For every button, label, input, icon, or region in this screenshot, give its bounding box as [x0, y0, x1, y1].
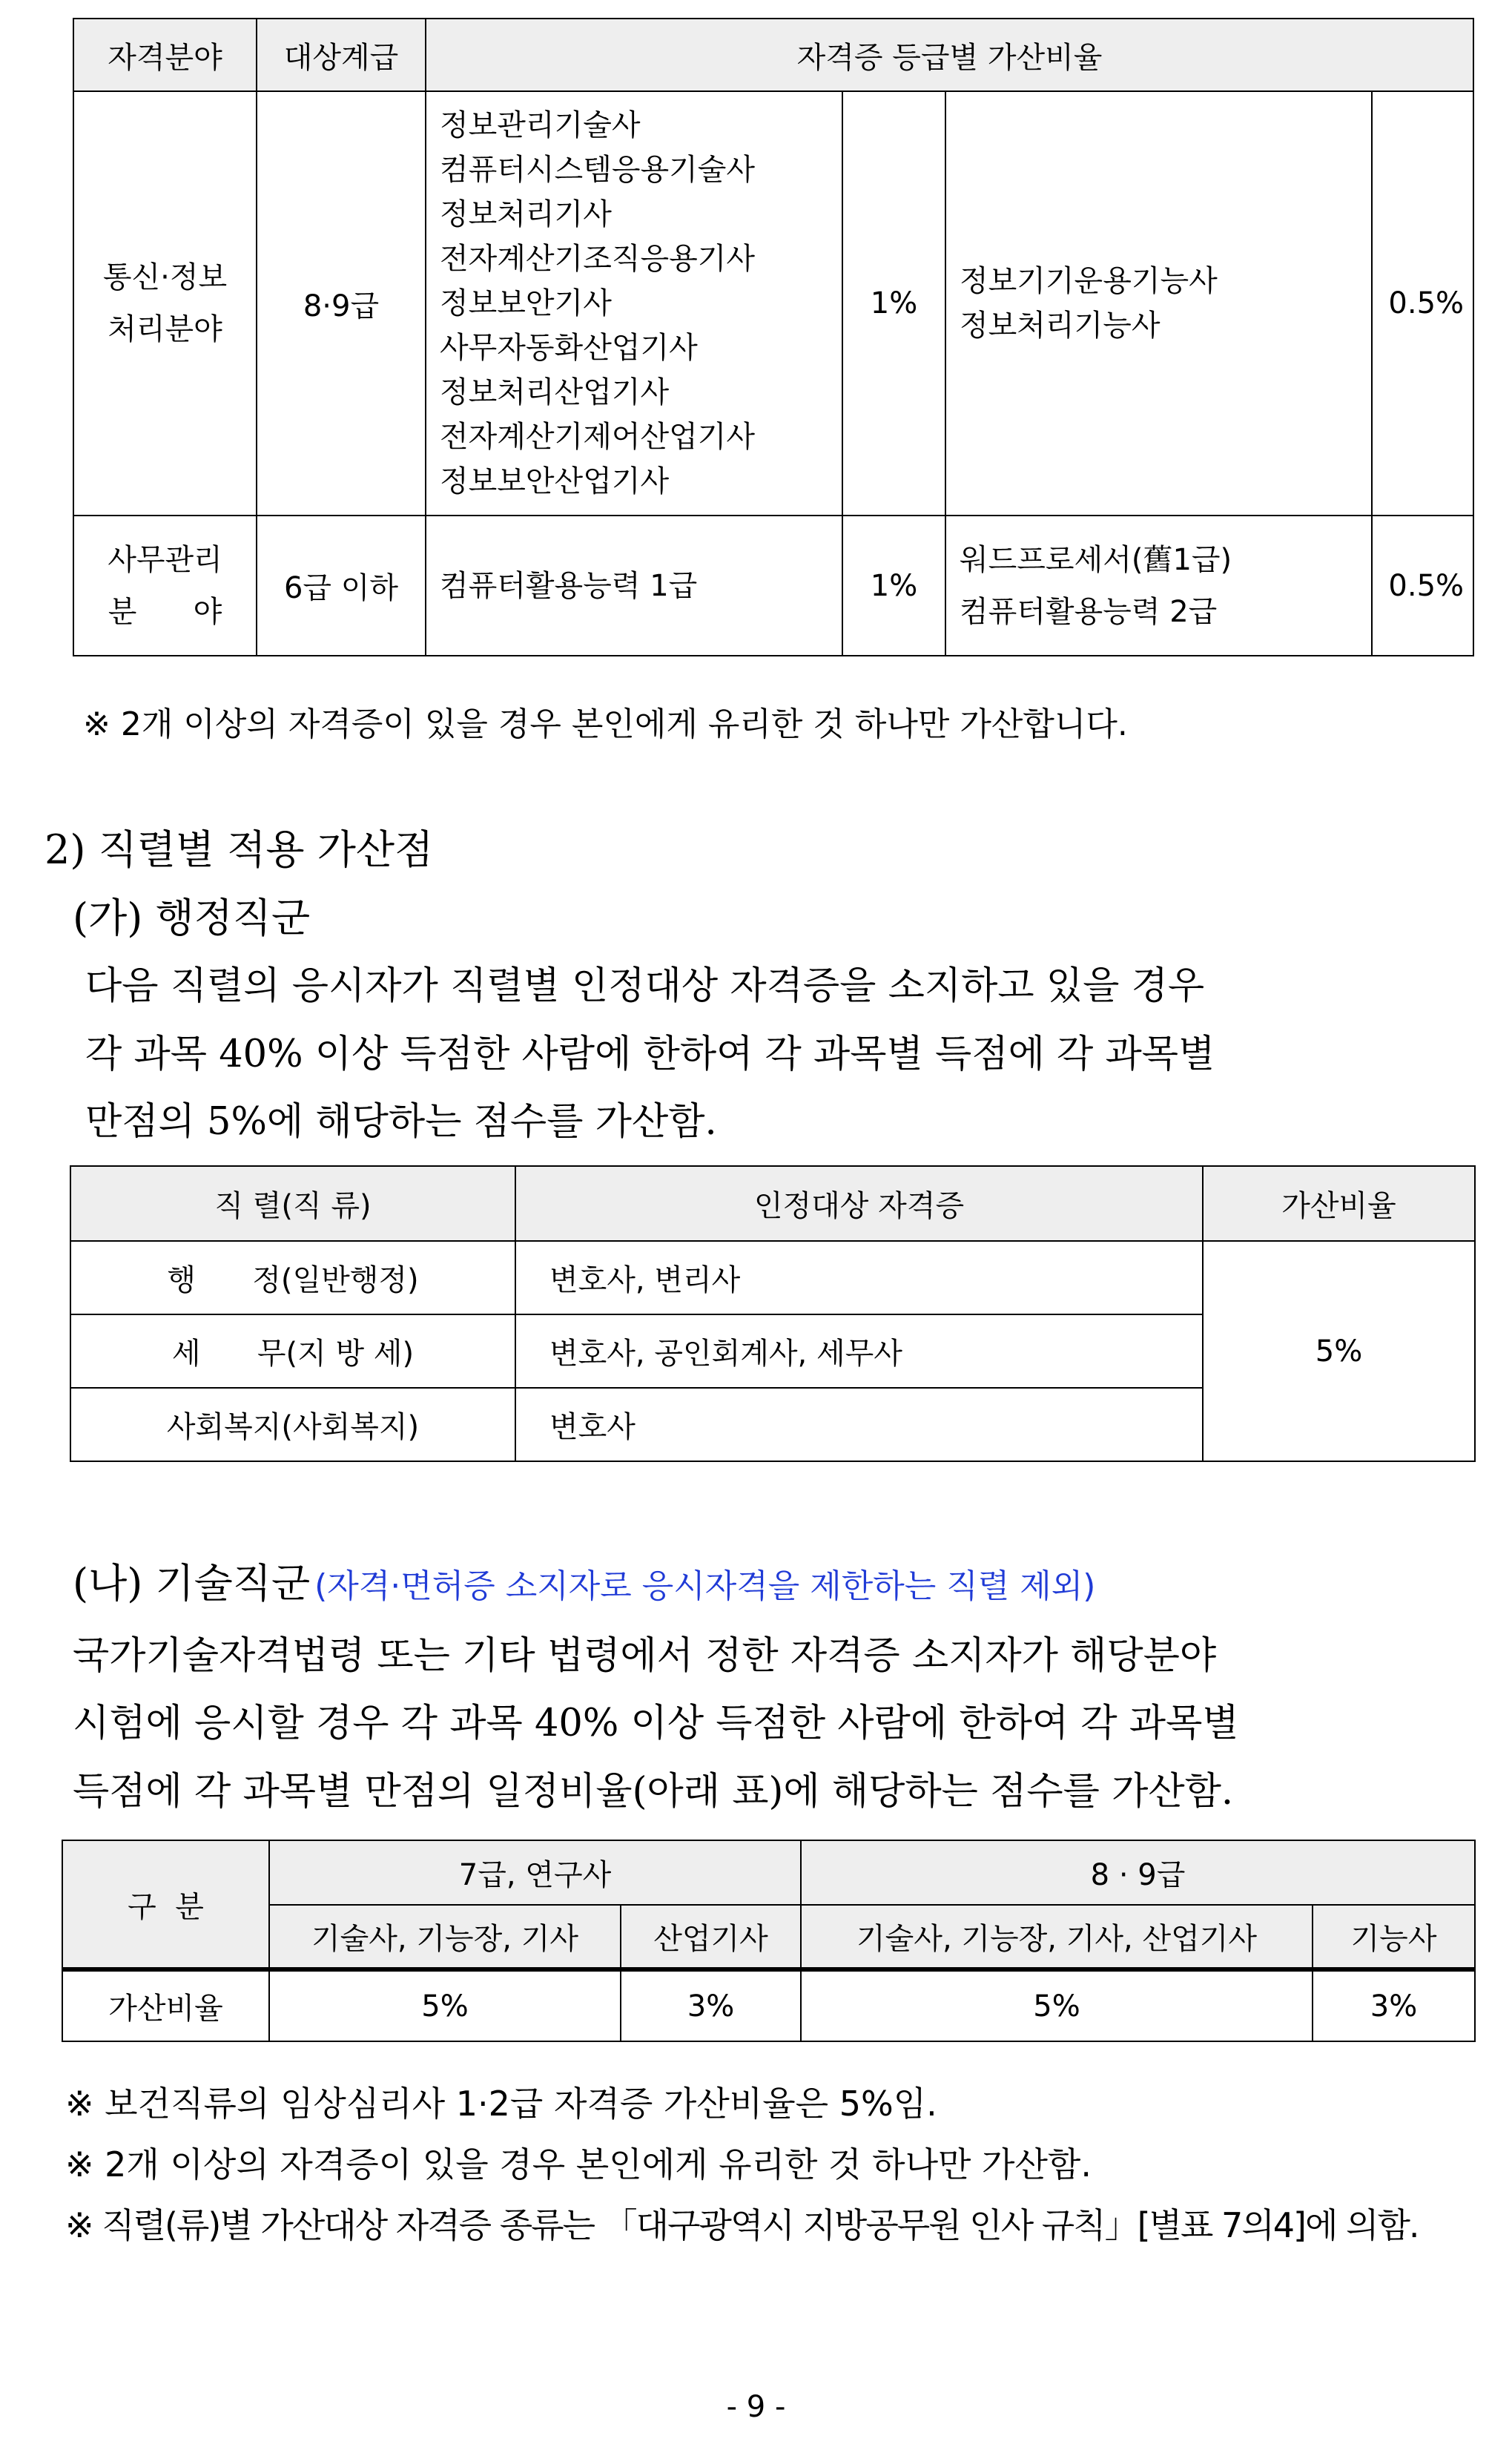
- cert-item: 전자계산기조직응용기사: [440, 242, 756, 276]
- certs-cell: 변호사, 공인회계사, 세무사: [515, 1314, 1203, 1388]
- subheader: 기술사, 기능장, 기사, 산업기사: [801, 1905, 1313, 1969]
- value-cell: 5%: [801, 1969, 1313, 2041]
- certs-a-cell: [426, 516, 842, 656]
- table-header-row: [70, 1166, 1475, 1241]
- cert-item: 컴퓨터활용능력 1급: [440, 568, 698, 603]
- cert-item: 정보기기운용기능사: [960, 264, 1218, 298]
- cert-bonus-table: [73, 18, 1474, 656]
- rate-a-cell: 1%: [842, 91, 945, 516]
- field-line: 분 야: [108, 594, 222, 629]
- group-header-7: 7급, 연구사: [269, 1840, 801, 1905]
- subsection-b-title: (나) 기술직군: [73, 1560, 311, 1607]
- grade-cell: 8·9급: [257, 91, 426, 516]
- certs-b-cell: [945, 516, 1372, 656]
- paragraph-b-line: 시험에 응시할 경우 각 과목 40% 이상 득점한 사람에 한하여 각 과목별: [73, 1702, 1239, 1745]
- subsection-b-heading: [73, 1552, 1095, 1609]
- table-header-row: [73, 19, 1473, 91]
- table-subheader-row: [62, 1905, 1475, 1969]
- field-cell: [73, 516, 257, 656]
- cert-item: 사무자동화산업기사: [440, 331, 698, 365]
- header-field: 자격분야: [73, 19, 257, 91]
- row-label: 가산비율: [62, 1969, 269, 2041]
- cert-item: 정보처리기사: [440, 197, 612, 231]
- grade-cell: 6급 이하: [257, 516, 426, 656]
- header-certs: 인정대상 자격증: [515, 1166, 1203, 1241]
- header-rates: 자격증 등급별 가산비율: [426, 19, 1473, 91]
- cert-item: 워드프로세서(舊1급): [960, 542, 1232, 577]
- header-rate: 가산비율: [1203, 1166, 1475, 1241]
- page-number: - 9 -: [726, 2390, 786, 2424]
- certs-cell: 변호사, 변리사: [515, 1241, 1203, 1314]
- subsection-a-heading: (가) 행정직군: [73, 895, 311, 941]
- note-line: ※ 보건직류의 임상심리사 1·2급 자격증 가산비율은 5%임.: [65, 2084, 937, 2124]
- cert-item: 컴퓨터활용능력 2급: [960, 594, 1218, 629]
- table-header-row: [62, 1840, 1475, 1905]
- value-cell: 3%: [1313, 1969, 1475, 2041]
- field-line: 처리분야: [108, 312, 222, 346]
- field-line: 사무관리: [108, 542, 222, 577]
- cert-item: 정보보안기사: [440, 286, 612, 320]
- table-row: [73, 91, 1473, 516]
- paragraph-b-line: 득점에 각 과목별 만점의 일정비율(아래 표)에 해당하는 점수를 가산함.: [73, 1770, 1234, 1814]
- cert-item: 전자계산기제어산업기사: [440, 420, 756, 454]
- certs-a-cell: [426, 91, 842, 516]
- series-cell: 행 정(일반행정): [70, 1241, 515, 1314]
- table-row: [62, 1969, 1475, 2041]
- section-heading: 2) 직렬별 적용 가산점: [44, 826, 434, 873]
- rate-b-cell: 0.5%: [1372, 91, 1473, 516]
- cert-item: 컴퓨터시스템응용기술사: [440, 153, 756, 187]
- paragraph-a-line: 각 과목 40% 이상 득점한 사람에 한하여 각 과목별 득점에 각 과목별: [85, 1033, 1215, 1076]
- field-cell: [73, 91, 257, 516]
- rate-a-cell: 1%: [842, 516, 945, 656]
- subsection-b-note: (자격·면허증 소지자로 응시자격을 제한하는 직렬 제외): [314, 1567, 1096, 1605]
- table-row: [73, 516, 1473, 656]
- value-cell: 5%: [269, 1969, 621, 2041]
- field-line: 통신·정보: [102, 260, 228, 294]
- rate-cell: 5%: [1203, 1241, 1475, 1461]
- cert-item: 정보처리산업기사: [440, 375, 670, 409]
- note-line: ※ 직렬(류)별 가산대상 자격증 종류는 「대구광역시 지방공무원 인사 규칙」[별표 7의4]에 의함.: [65, 2205, 1419, 2245]
- series-cell: 세 무(지 방 세): [70, 1314, 515, 1388]
- subheader: 기능사: [1313, 1905, 1475, 1969]
- tech-series-table: [62, 1840, 1476, 2042]
- header-series: 직 렬(직 류): [70, 1166, 515, 1241]
- category-header: 구 분: [62, 1840, 269, 1969]
- value-cell: 3%: [621, 1969, 801, 2041]
- admin-series-table: [70, 1165, 1476, 1462]
- paragraph-b-line: 국가기술자격법령 또는 기타 법령에서 정한 자격증 소지자가 해당분야: [73, 1634, 1217, 1678]
- certs-b-cell: [945, 91, 1372, 516]
- cert-item: 정보보안산업기사: [440, 464, 670, 498]
- cert-item: 정보처리기능사: [960, 309, 1161, 343]
- table1-note: ※ 2개 이상의 자격증이 있을 경우 본인에게 유리한 것 하나만 가산합니다.: [83, 705, 1128, 743]
- paragraph-a-line: 만점의 5%에 해당하는 점수를 가산함.: [85, 1100, 717, 1144]
- cert-item: 정보관리기술사: [440, 108, 641, 142]
- series-cell: 사회복지(사회복지): [70, 1388, 515, 1461]
- group-header-89: 8 · 9급: [801, 1840, 1475, 1905]
- note-line: ※ 2개 이상의 자격증이 있을 경우 본인에게 유리한 것 하나만 가산함.: [65, 2144, 1092, 2184]
- table-row: [70, 1241, 1475, 1314]
- subheader: 산업기사: [621, 1905, 801, 1969]
- subheader: 기술사, 기능장, 기사: [269, 1905, 621, 1969]
- certs-cell: 변호사: [515, 1388, 1203, 1461]
- header-grade: 대상계급: [257, 19, 426, 91]
- rate-b-cell: 0.5%: [1372, 516, 1473, 656]
- paragraph-a-line: 다음 직렬의 응시자가 직렬별 인정대상 자격증을 소지하고 있을 경우: [85, 964, 1205, 1008]
